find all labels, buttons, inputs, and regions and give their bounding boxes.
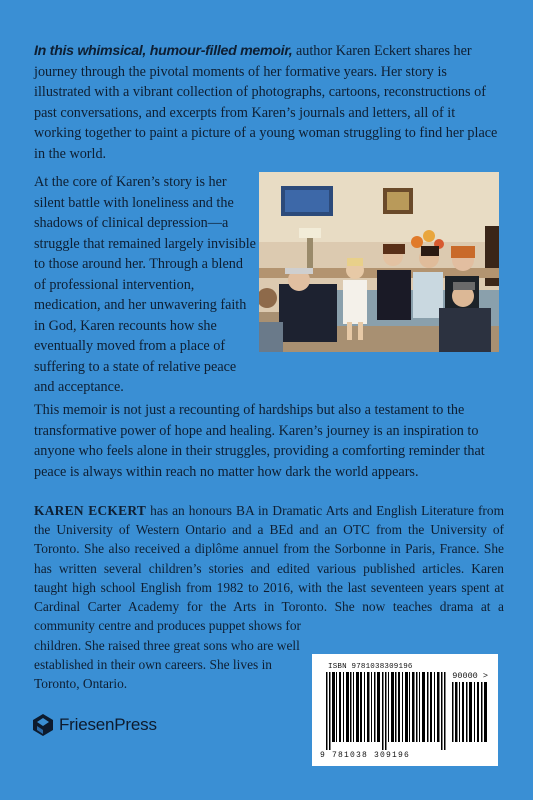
blurb-lead: In this whimsical, humour-filled memoir, <box>34 43 293 59</box>
author-bio <box>34 501 504 635</box>
publisher-logo <box>33 714 157 736</box>
barcode-number: 9 781038 309196 <box>320 751 411 760</box>
author-bio-text: has an honours BA in Dramatic Arts and English Literature from the University of Western Ontario and a BEd and an OTC from the University of Toronto. She also received a diplôme annuel from the Sorbonne in Paris, France. She has written several children’s stories and edited various published articles. Karen taught high school English from 1982 to 2016, with the last seventeen years spent at Cardinal Carter Academy for the Arts in Toronto. She now teaches drama at a community centre and produces puppet shows for <box>34 503 504 634</box>
price-code: 90000 > <box>452 671 488 681</box>
blurb-paragraph-3: This memoir is not just a recounting of hardships but also a testament to the transformative power of hope and healing. Karen’s journey is an inspiration to anyone who feels alone in their struggles, providing a comforting reminder that peace is always within reach no matter how dark the world appears. <box>34 402 485 480</box>
friesenpress-logo-icon <box>33 714 53 736</box>
family-photo <box>259 172 499 352</box>
author-name: KAREN ECKERT <box>34 503 147 518</box>
isbn-label: ISBN 9781038309196 <box>328 663 413 671</box>
publisher-name: FriesenPress <box>59 715 157 734</box>
price-bars <box>452 682 490 742</box>
blurb-paragraph-2: At the core of Karen’s story is her silent battle with loneliness and the shadows of clinical depression—a struggle that remained largely invisible to those around her. Through a blend of professional intervention, medication, and her unwavering faith in God, Karen recounts how she eventually moved from a place of suffering to a state of relative peace and acceptance. <box>34 174 256 395</box>
barcode <box>312 654 498 766</box>
author-bio-tail: children. She raised three great sons who are well established in their own careers. She lives in Toronto, Ontario. <box>34 638 300 692</box>
blurb-paragraph-1-text: author Karen Eckert shares her journey through the pivotal moments of her formative years. Her story is illustrated with a vibrant collection of photographs, cartoons, reconstructions of past conversations, and excerpts from Karen’s journals and letters, all of it working together to paint a picture of a young woman struggling to find her place in the world. <box>34 43 498 162</box>
barcode-bars <box>326 672 448 750</box>
blurb-paragraph-1 <box>34 41 504 164</box>
